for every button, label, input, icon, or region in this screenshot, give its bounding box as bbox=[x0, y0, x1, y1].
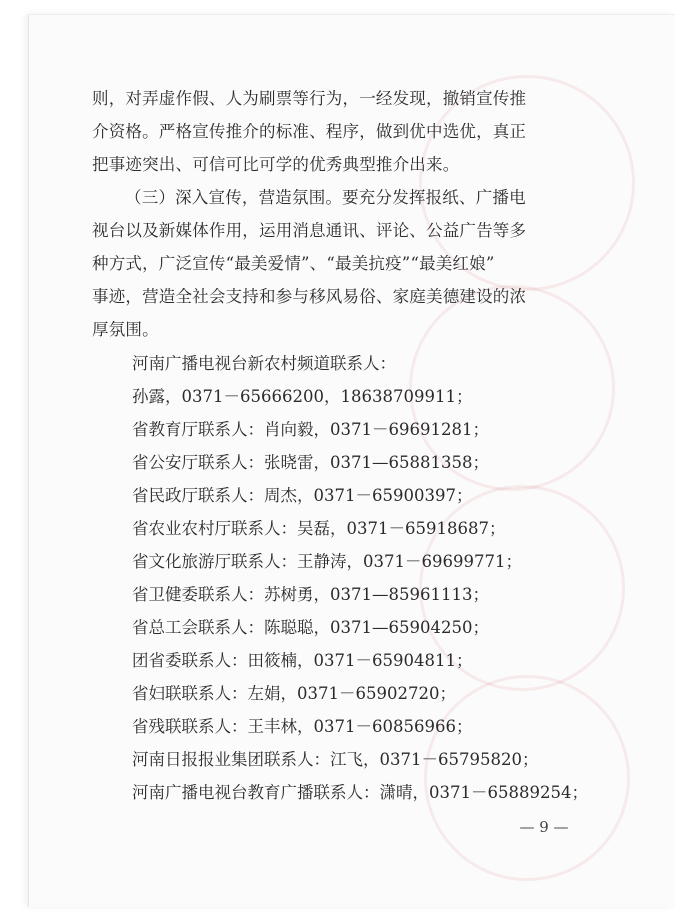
section-heading-line: （三）深入宣传，营造氛围。要充分发挥报纸、广播电 bbox=[125, 188, 526, 207]
contact-line: 省民政厅联系人：周杰，0371－65900397； bbox=[132, 486, 473, 505]
contact-line: 河南广播电视台新农村频道联系人： bbox=[132, 354, 396, 373]
paragraph-line: 视台以及新媒体作用，运用消息通讯、评论、公益广告等多 bbox=[92, 221, 527, 240]
contact-line: 团省委联系人：田筱楠，0371－65904811； bbox=[132, 651, 473, 670]
contact-line: 省文化旅游厅联系人：王静涛，0371－69699771； bbox=[132, 552, 522, 571]
paragraph-line: 则，对弄虚作假、人为刷票等行为，一经发现，撤销宣传推 bbox=[92, 89, 527, 108]
contact-line: 省农业农村厅联系人：吴磊，0371－65918687； bbox=[132, 519, 506, 538]
contact-line: 孙露，0371－65666200，18638709911； bbox=[132, 387, 473, 406]
contact-line: 省总工会联系人：陈聪聪，0371—65904250； bbox=[132, 618, 489, 637]
contact-line: 河南日报报业集团联系人：江飞，0371－65795820； bbox=[132, 750, 539, 769]
page-number: — 9 — bbox=[519, 818, 569, 836]
contact-line: 省卫健委联系人：苏树勇，0371—85961113； bbox=[132, 585, 489, 604]
paragraph-line: 事迹，营造全社会支持和参与移风易俗、家庭美德建设的浓 bbox=[92, 287, 527, 306]
contact-line: 河南广播电视台教育广播联系人：潇晴，0371－65889254； bbox=[132, 783, 588, 802]
paragraph-line: 介资格。严格宣传推介的标准、程序，做到优中选优，真正 bbox=[92, 122, 527, 141]
paragraph-line: 厚氛围。 bbox=[92, 320, 159, 339]
paragraph-line: 把事迹突出、可信可比可学的优秀典型推介出来。 bbox=[92, 155, 460, 174]
contact-line: 省教育厅联系人：肖向毅，0371－69691281； bbox=[132, 420, 489, 439]
contact-line: 省公安厅联系人：张晓雷，0371—65881358； bbox=[132, 453, 489, 472]
stamp-show-through-4 bbox=[424, 675, 630, 881]
contact-line: 省残联联系人：王丰林，0371－60856966； bbox=[132, 717, 473, 736]
contact-line: 省妇联联系人：左娟，0371－65902720； bbox=[132, 684, 456, 703]
paragraph-line: 种方式，广泛宣传“最美爱情”、“最美抗疫”“最美红娘” bbox=[92, 254, 495, 273]
